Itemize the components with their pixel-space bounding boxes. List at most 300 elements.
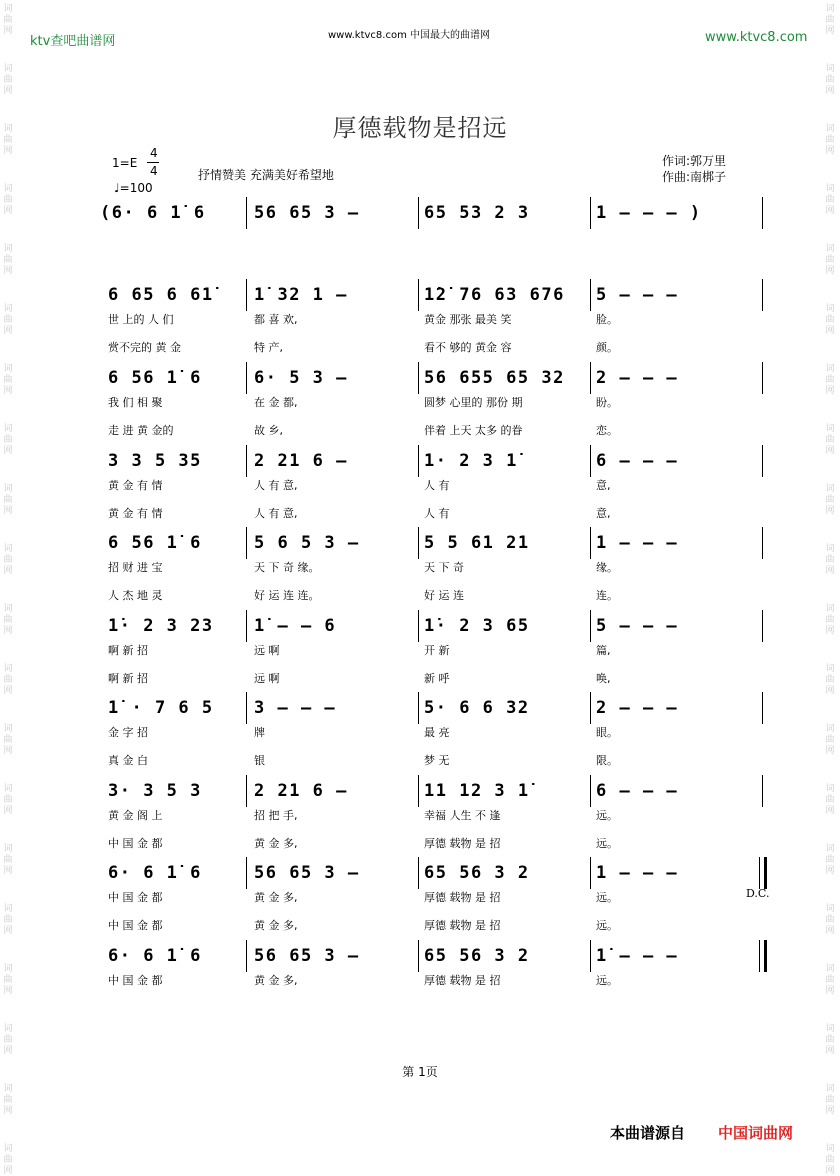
side-watermark-char: 词 — [3, 304, 13, 314]
bar-line — [418, 857, 419, 889]
side-watermark-char: 词 — [825, 904, 835, 914]
side-watermark-char: 网 — [3, 86, 13, 96]
lyric-segment: 篇, — [596, 644, 611, 657]
side-watermark-char: 网 — [3, 926, 13, 936]
measure: 1̇2̇ 76 63 676 — [424, 285, 565, 305]
bar-line — [418, 445, 419, 477]
side-watermark-char: 曲 — [3, 375, 13, 385]
lyric-segment: 天 下 奇 缘。 — [254, 561, 320, 574]
lyric-segment: 牌 — [254, 726, 265, 739]
side-watermark-char: 网 — [3, 446, 13, 456]
side-watermark-char: 词 — [825, 544, 835, 554]
lyric-segment: 远。 — [596, 837, 618, 850]
side-watermark-char: 网 — [825, 206, 835, 216]
lyric-segment: 黄 金 有 情 — [108, 479, 163, 492]
lyric-segment: 好 运 连 — [424, 589, 464, 602]
lyric-segment: 盼。 — [596, 396, 618, 409]
measure: 6 56 1̇ 6 — [108, 368, 202, 388]
bar-line — [764, 857, 767, 889]
lyric-segment: 黄金 那张 最美 笑 — [424, 313, 512, 326]
side-watermark-char: 曲 — [825, 855, 835, 865]
bar-line — [762, 692, 763, 724]
score-row — [0, 616, 840, 636]
bar-line — [590, 527, 591, 559]
bar-line — [418, 197, 419, 229]
lyric-segment: 限。 — [596, 754, 618, 767]
measure: 2 21 6 – — [254, 781, 348, 801]
side-watermark-char: 网 — [825, 746, 835, 756]
side-watermark-char: 曲 — [3, 975, 13, 985]
measure: 65 53 2 3 — [424, 203, 530, 223]
bar-line — [590, 279, 591, 311]
side-watermark-char: 网 — [825, 686, 835, 696]
side-watermark-char: 曲 — [825, 15, 835, 25]
lyric-segment: 都 喜 欢, — [254, 313, 298, 326]
side-watermark-char: 词 — [3, 124, 13, 134]
footer-source-label: 本曲谱源自 — [610, 1124, 686, 1142]
lyric-segment: 黄 金 多, — [254, 974, 298, 987]
side-watermark-char: 词 — [3, 724, 13, 734]
side-watermark-char: 曲 — [3, 795, 13, 805]
bar-line — [759, 857, 760, 889]
lyric-segment: 中 国 金 都 — [108, 891, 163, 904]
tempo-marking: ♩=100 — [114, 181, 153, 195]
side-watermark-char: 曲 — [3, 255, 13, 265]
side-watermark-char: 曲 — [3, 75, 13, 85]
lyric-line — [0, 394, 840, 410]
score-row — [0, 451, 840, 471]
side-watermark-char: 曲 — [3, 195, 13, 205]
side-watermark-char: 网 — [825, 1106, 835, 1116]
side-watermark-char: 网 — [825, 506, 835, 516]
lyric-segment: 连。 — [596, 589, 618, 602]
lyric-segment: 新 呼 — [424, 672, 450, 685]
bar-line — [418, 362, 419, 394]
measure: 1 – – – — [596, 863, 679, 883]
measure: 65 56 3 2 — [424, 946, 530, 966]
side-watermark-char: 网 — [3, 1166, 13, 1176]
side-watermark-char: 曲 — [825, 495, 835, 505]
bar-line — [246, 527, 247, 559]
side-watermark-char: 网 — [825, 326, 835, 336]
side-watermark-char: 词 — [3, 424, 13, 434]
lyric-segment: 黄 金 多, — [254, 837, 298, 850]
side-watermark-char: 曲 — [825, 735, 835, 745]
side-watermark-char: 网 — [825, 1166, 835, 1176]
side-watermark-char: 网 — [3, 26, 13, 36]
measure: 1̇ 32 1 – — [254, 285, 348, 305]
measure: 56 65 3 – — [254, 863, 360, 883]
bar-line — [246, 775, 247, 807]
side-watermark-char: 曲 — [3, 435, 13, 445]
bar-line — [590, 692, 591, 724]
side-watermark-char: 词 — [3, 244, 13, 254]
side-watermark-char: 曲 — [3, 1155, 13, 1165]
lyric-segment: 厚德 载物 是 招 — [424, 891, 501, 904]
lyric-segment: 圆梦 心里的 那份 期 — [424, 396, 523, 409]
bar-line — [418, 692, 419, 724]
side-watermark-char: 词 — [3, 904, 13, 914]
lyric-segment: 恋。 — [596, 424, 618, 437]
score-row — [0, 368, 840, 388]
side-watermark-char: 词 — [825, 784, 835, 794]
side-watermark-char: 网 — [3, 626, 13, 636]
bar-line — [590, 940, 591, 972]
side-watermark-char: 曲 — [825, 1155, 835, 1165]
side-watermark-char: 词 — [825, 724, 835, 734]
lyric-segment: 梦 无 — [424, 754, 450, 767]
side-watermark-char: 词 — [825, 964, 835, 974]
lyric-segment: 远。 — [596, 974, 618, 987]
side-watermark-char: 曲 — [3, 315, 13, 325]
lyric-segment: 幸福 人生 不 逢 — [424, 809, 501, 822]
header-tagline: www.ktvc8.com 中国最大的曲谱网 — [328, 30, 491, 41]
measure: 1̇ · 7 6 5 — [108, 698, 214, 718]
header-url[interactable]: www.ktvc8.com — [705, 30, 808, 45]
lyric-line — [0, 889, 840, 905]
side-watermark-char: 词 — [3, 784, 13, 794]
lyric-segment: 招 把 手, — [254, 809, 298, 822]
lyric-line — [0, 917, 840, 933]
lyric-line — [0, 477, 840, 493]
bar-line — [246, 940, 247, 972]
side-watermark-char: 网 — [825, 926, 835, 936]
score-row — [0, 781, 840, 801]
lyric-segment: 啊 新 招 — [108, 672, 148, 685]
side-watermark-char: 曲 — [3, 495, 13, 505]
bar-line — [246, 857, 247, 889]
bar-line — [762, 775, 763, 807]
page-number: 第 1页 — [402, 1065, 438, 1079]
measure: (6· 6 1̇ 6 — [100, 203, 206, 223]
bar-line — [246, 197, 247, 229]
side-watermark-char: 网 — [825, 866, 835, 876]
score-row — [0, 203, 840, 223]
side-watermark-char: 曲 — [3, 1095, 13, 1105]
side-watermark-char: 网 — [825, 266, 835, 276]
lyric-segment: 黄 金 有 情 — [108, 507, 163, 520]
side-watermark-char: 网 — [825, 986, 835, 996]
side-watermark-char: 曲 — [3, 555, 13, 565]
measure: 5 5 61 21 — [424, 533, 530, 553]
measure: 1 – – – ) — [596, 203, 702, 223]
lyric-segment: 黄 金 阁 上 — [108, 809, 163, 822]
side-watermark-char: 网 — [3, 326, 13, 336]
measure: 6 – – – — [596, 781, 679, 801]
bar-line — [590, 445, 591, 477]
bar-line — [762, 362, 763, 394]
side-watermark-char: 词 — [825, 844, 835, 854]
bar-line — [418, 279, 419, 311]
side-watermark-char: 词 — [3, 604, 13, 614]
bar-line — [762, 197, 763, 229]
composer-credit: 作曲:南梆子 — [662, 170, 727, 184]
bar-line — [418, 527, 419, 559]
measure: 56 65 3 – — [254, 203, 360, 223]
lyric-segment: 厚德 载物 是 招 — [424, 837, 501, 850]
header-site-name[interactable]: ktv查吧曲谱网 — [30, 34, 116, 49]
side-watermark-char: 词 — [3, 4, 13, 14]
lyric-line — [0, 752, 840, 768]
lyric-segment: 开 新 — [424, 644, 450, 657]
side-watermark-char: 曲 — [825, 915, 835, 925]
lyric-segment: 人 有 意, — [254, 507, 298, 520]
bar-line — [762, 279, 763, 311]
side-watermark-char: 曲 — [3, 915, 13, 925]
lyric-segment: 世 上的 人 们 — [108, 313, 174, 326]
measure: 1̇· 2 3 65 — [424, 616, 530, 636]
lyricist-credit: 作词:郭万里 — [662, 154, 727, 168]
lyric-segment: 赏不完的 黄 金 — [108, 341, 181, 354]
lyric-segment: 看不 够的 黄金 容 — [424, 341, 512, 354]
lyric-segment: 人 有 — [424, 507, 450, 520]
side-watermark-char: 曲 — [825, 375, 835, 385]
measure: 3 3 5 35 — [108, 451, 202, 471]
lyric-line — [0, 311, 840, 327]
side-watermark-char: 曲 — [825, 315, 835, 325]
lyric-segment: 人 有 意, — [254, 479, 298, 492]
side-watermark-char: 曲 — [825, 255, 835, 265]
lyric-segment: 特 产, — [254, 341, 283, 354]
lyric-segment: 远 啊 — [254, 644, 280, 657]
side-watermark-char: 网 — [3, 806, 13, 816]
measure: 2 – – – — [596, 698, 679, 718]
lyric-line — [0, 559, 840, 575]
lyric-line — [0, 972, 840, 988]
time-signature-top: 4 — [150, 146, 158, 160]
lyric-line — [0, 587, 840, 603]
lyric-segment: 远。 — [596, 891, 618, 904]
lyric-segment: 金 字 招 — [108, 726, 148, 739]
side-watermark-char: 词 — [825, 1084, 835, 1094]
side-watermark-char: 词 — [3, 1084, 13, 1094]
time-signature-line — [147, 162, 159, 163]
side-watermark-char: 词 — [825, 124, 835, 134]
score-row — [0, 946, 840, 966]
measure: 1̇ – – – — [596, 946, 679, 966]
bar-line — [762, 610, 763, 642]
measure: 56 65 3 – — [254, 946, 360, 966]
side-watermark-char: 曲 — [3, 15, 13, 25]
measure: 11 12 3 1̇ — [424, 781, 530, 801]
side-watermark-char: 词 — [825, 64, 835, 74]
side-watermark-char: 曲 — [825, 555, 835, 565]
side-watermark-char: 词 — [3, 844, 13, 854]
measure: 5 – – – — [596, 285, 679, 305]
measure: 6 56 1̇ 6 — [108, 533, 202, 553]
side-watermark-char: 曲 — [825, 1095, 835, 1105]
side-watermark-char: 词 — [3, 1024, 13, 1034]
measure: 2 21 6 – — [254, 451, 348, 471]
side-watermark-char: 词 — [825, 364, 835, 374]
side-watermark-char: 词 — [3, 964, 13, 974]
side-watermark-char: 网 — [825, 26, 835, 36]
time-signature-bottom: 4 — [150, 164, 158, 178]
lyric-line — [0, 724, 840, 740]
lyric-segment: 意, — [596, 479, 611, 492]
lyric-segment: 走 进 黄 金的 — [108, 424, 174, 437]
side-watermark-char: 网 — [825, 386, 835, 396]
side-watermark-char: 曲 — [825, 135, 835, 145]
lyric-line — [0, 835, 840, 851]
lyric-segment: 黄 金 多, — [254, 919, 298, 932]
lyric-line — [0, 339, 840, 355]
side-watermark-char: 网 — [825, 1046, 835, 1056]
footer-source-link[interactable]: 中国词曲网 — [718, 1124, 794, 1142]
side-watermark-char: 曲 — [825, 75, 835, 85]
key-signature: 1=E — [112, 156, 138, 170]
side-watermark-char: 曲 — [825, 975, 835, 985]
bar-line — [764, 940, 767, 972]
bar-line — [590, 775, 591, 807]
song-title: 厚德载物是招远 — [332, 114, 508, 142]
bar-line — [590, 197, 591, 229]
measure: 6· 6 1̇ 6 — [108, 863, 202, 883]
side-watermark-char: 词 — [3, 364, 13, 374]
lyric-line — [0, 642, 840, 658]
side-watermark-char: 网 — [825, 146, 835, 156]
measure: 65 56 3 2 — [424, 863, 530, 883]
lyric-segment: 银 — [254, 754, 265, 767]
side-watermark-char: 网 — [3, 866, 13, 876]
lyric-segment: 中 国 金 都 — [108, 974, 163, 987]
side-watermark-char: 词 — [825, 1144, 835, 1154]
side-watermark-char: 网 — [3, 566, 13, 576]
side-watermark-char: 曲 — [825, 795, 835, 805]
lyric-segment: 故 乡, — [254, 424, 283, 437]
bar-line — [246, 279, 247, 311]
score-row — [0, 533, 840, 553]
measure: 6· 5 3 – — [254, 368, 348, 388]
side-watermark-char: 网 — [825, 446, 835, 456]
measure: 3· 3 5 3 — [108, 781, 202, 801]
measure: 56 655 65 32 — [424, 368, 565, 388]
bar-line — [762, 445, 763, 477]
bar-line — [246, 610, 247, 642]
lyric-line — [0, 670, 840, 686]
side-watermark-char: 词 — [825, 1024, 835, 1034]
measure: 1̇ – – 6 — [254, 616, 337, 636]
lyric-line — [0, 807, 840, 823]
lyric-segment: 唤, — [596, 672, 611, 685]
measure: 1̇· 2 3 23 — [108, 616, 214, 636]
lyric-segment: 厚德 载物 是 招 — [424, 919, 501, 932]
lyric-segment: 意, — [596, 507, 611, 520]
side-watermark-char: 网 — [3, 746, 13, 756]
side-watermark-char: 网 — [3, 1046, 13, 1056]
bar-line — [590, 857, 591, 889]
lyric-line — [0, 505, 840, 521]
bar-line — [759, 940, 760, 972]
side-watermark-char: 网 — [3, 506, 13, 516]
lyric-segment: 最 亮 — [424, 726, 450, 739]
side-watermark-char: 曲 — [3, 615, 13, 625]
measure: 3 – – – — [254, 698, 337, 718]
side-watermark-char: 网 — [825, 626, 835, 636]
side-watermark-char: 词 — [3, 1144, 13, 1154]
measure: 1 – – – — [596, 533, 679, 553]
lyric-segment: 脸。 — [596, 313, 618, 326]
lyric-segment: 远。 — [596, 809, 618, 822]
lyric-segment: 招 财 进 宝 — [108, 561, 163, 574]
lyric-segment: 啊 新 招 — [108, 644, 148, 657]
bar-line — [246, 445, 247, 477]
lyric-segment: 眼。 — [596, 726, 618, 739]
measure: 2 – – – — [596, 368, 679, 388]
side-watermark-char: 网 — [825, 86, 835, 96]
side-watermark-char: 词 — [825, 184, 835, 194]
lyric-segment: 人 杰 地 灵 — [108, 589, 163, 602]
side-watermark-char: 词 — [3, 64, 13, 74]
side-watermark-char: 词 — [825, 304, 835, 314]
measure: 5 6 5 3 – — [254, 533, 360, 553]
side-watermark-char: 词 — [3, 544, 13, 554]
measure: 5· 6 6 32 — [424, 698, 530, 718]
side-watermark-char: 曲 — [3, 675, 13, 685]
side-watermark-char: 词 — [3, 664, 13, 674]
bar-line — [418, 940, 419, 972]
measure: 5 – – – — [596, 616, 679, 636]
measure: 6· 6 1̇ 6 — [108, 946, 202, 966]
side-watermark-char: 词 — [825, 664, 835, 674]
lyric-segment: 中 国 金 都 — [108, 919, 163, 932]
lyric-segment: 黄 金 多, — [254, 891, 298, 904]
side-watermark-char: 网 — [3, 686, 13, 696]
side-watermark-char: 网 — [3, 266, 13, 276]
lyric-segment: 颜。 — [596, 341, 618, 354]
side-watermark-char: 网 — [3, 386, 13, 396]
lyric-segment: 天 下 奇 — [424, 561, 464, 574]
side-watermark-char: 网 — [3, 986, 13, 996]
lyric-segment: 好 运 连 连。 — [254, 589, 320, 602]
side-watermark-char: 网 — [3, 206, 13, 216]
lyric-segment: 缘。 — [596, 561, 618, 574]
side-watermark-char: 词 — [825, 244, 835, 254]
measure: 6 – – – — [596, 451, 679, 471]
bar-line — [590, 362, 591, 394]
score-row — [0, 285, 840, 305]
bar-line — [246, 362, 247, 394]
side-watermark-char: 词 — [3, 184, 13, 194]
lyric-segment: 伴着 上天 太多 的眷 — [424, 424, 523, 437]
lyric-segment: 远。 — [596, 919, 618, 932]
measure: 1· 2 3 1̇ — [424, 451, 518, 471]
side-watermark-char: 词 — [825, 4, 835, 14]
side-watermark-char: 曲 — [3, 855, 13, 865]
bar-line — [418, 775, 419, 807]
lyric-line — [0, 422, 840, 438]
side-watermark-char: 词 — [3, 484, 13, 494]
bar-line — [418, 610, 419, 642]
score-row — [0, 863, 840, 883]
side-watermark-char: 网 — [825, 566, 835, 576]
side-watermark-char: 网 — [3, 146, 13, 156]
bar-line — [246, 692, 247, 724]
bar-line — [762, 527, 763, 559]
side-watermark-char: 词 — [825, 424, 835, 434]
score-row — [0, 698, 840, 718]
measure: 6 65 6 61̇ — [108, 285, 214, 305]
side-watermark-char: 网 — [3, 1106, 13, 1116]
side-watermark-char: 曲 — [825, 195, 835, 205]
side-watermark-char: 曲 — [3, 1035, 13, 1045]
lyric-segment: 人 有 — [424, 479, 450, 492]
side-watermark-char: 曲 — [825, 1035, 835, 1045]
side-watermark-char: 曲 — [825, 675, 835, 685]
side-watermark-char: 曲 — [825, 435, 835, 445]
lyric-segment: 中 国 金 都 — [108, 837, 163, 850]
side-watermark-char: 曲 — [3, 735, 13, 745]
